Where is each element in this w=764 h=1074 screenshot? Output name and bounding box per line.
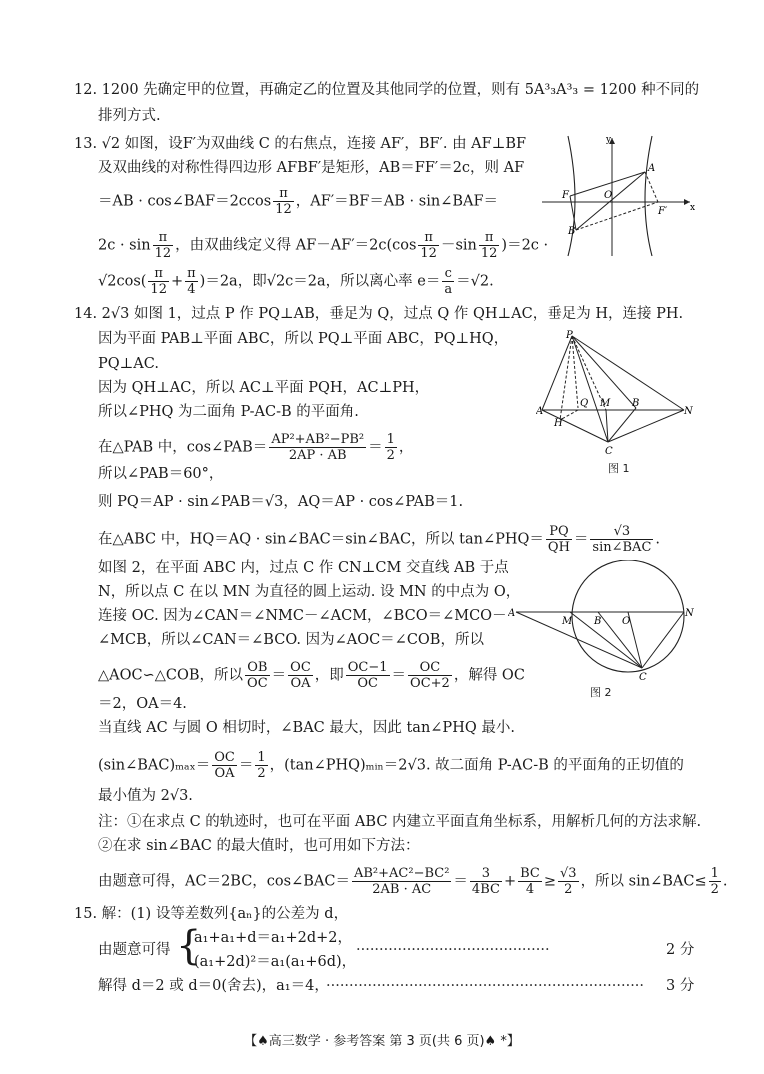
fig2-label-C: C — [639, 672, 647, 683]
q12-line-1: 12. 1200 先确定甲的位置，再确定乙的位置及其他同学的位置，则有 5A³₃A³₃ = 1200 种不同的 — [74, 82, 700, 98]
q15-line-3: 解得 d＝2 或 d＝0(舍去)，a₁＝4， — [98, 978, 329, 994]
q14-line-6: 在△PAB 中，cos∠PAB＝ $\frac{\text{AP²+AB²−PB²}}{2AP \cdot AB}$ ＝ $\frac{1}{2}$ ， — [98, 432, 414, 463]
fig1-label-Q: Q — [580, 398, 589, 409]
q13-line-3: ＝AB · cos∠BAF＝2ccos $\frac{\pi}{12}$ ，AF′＝BF＝AB · sin∠BAF＝ — [98, 186, 499, 217]
page-footer: 【♠高三数学 · 参考答案 第 3 页(共 6 页)♠ *】 — [244, 1034, 520, 1049]
q14-line-13: ∠MCB，所以∠CAN＝∠BCO. 因为∠AOC＝∠COB，所以 — [98, 632, 484, 648]
figure-1-caption: 图 1 — [608, 462, 630, 475]
q14-line-1: 14. 2√3 如图 1，过点 P 作 PQ⊥AB，垂足为 Q，过点 Q 作 QH⊥AC，垂足为 H，连接 PH. — [74, 306, 684, 322]
q12-line-2: 排列方式. — [98, 108, 161, 124]
q13-line-5: √2cos( $\frac{\pi}{12}$ + $\frac{\pi}{4}$ )＝2a，即√2c＝2a，所以离心率 e＝ $\frac{c}{a}$ ＝√2. — [98, 266, 494, 297]
hyperbola-label-x: x — [690, 203, 696, 213]
q14-line-19: 注：①在求点 C 的轨迹时，也可在平面 ABC 内建立平面直角坐标系，用解析几何的方法求解. — [98, 814, 702, 830]
hyperbola-label-B: B — [568, 226, 576, 237]
figure-1-pyramid — [536, 330, 700, 460]
hyperbola-label-y: y — [606, 135, 612, 145]
q14-line-16: 当直线 AC 与圆 O 相切时，∠BAC 最大，因此 tan∠PHQ 最小. — [98, 720, 515, 736]
fig1-label-N: N — [684, 406, 693, 417]
q14-line-17: (sin∠BAC)ₘₐₓ＝ $\frac{OC}{OA}$ ＝ $\frac{1}{2}$ ，(tan∠PHQ)ₘᵢₙ＝2√3. 故二面角 P-AC-B 的平面角的正切值的 — [98, 750, 684, 781]
fig1-label-P: P — [566, 330, 573, 341]
q14-line-8: 则 PQ＝AP · sin∠PAB＝√3，AQ＝AP · cos∠PAB＝1. — [98, 494, 464, 510]
q14-line-12: 连接 OC. 因为∠CAN＝∠NMC－∠ACM，∠BCO＝∠MCO－ — [98, 608, 507, 624]
q14-line-2: 因为平面 PAB⊥平面 ABC，所以 PQ⊥平面 ABC，PQ⊥HQ， — [98, 331, 509, 347]
hyperbola-label-O: O — [604, 190, 613, 201]
fig2-label-O: O — [622, 616, 631, 627]
fig1-label-C: C — [605, 446, 613, 457]
hyperbola-label-F-prime: F′ — [658, 206, 668, 217]
q15-dot-leader-1: ·········································· — [356, 942, 550, 958]
q15-score-1: 2 分 — [666, 942, 695, 958]
fig1-label-B: B — [632, 398, 640, 409]
fig1-label-M: M — [600, 398, 611, 409]
q15-dot-leader-2: ····································································· — [326, 978, 645, 994]
q14-line-5: 所以∠PHQ 为二面角 P-AC-B 的平面角. — [98, 404, 359, 420]
fig1-label-A: A — [536, 406, 544, 417]
q15-system-eq-1: a₁+a₁+d＝a₁+2d+2， — [194, 930, 352, 946]
q14-line-14: △AOC∽△COB，所以 $\frac{OB}{OC}$ ＝ $\frac{OC}{OA}$ ，即 $\frac{OC-1}{OC}$ ＝ $\frac{OC}{OC+2}$ ，解得 OC — [98, 660, 525, 691]
fig2-label-A: A — [508, 608, 516, 619]
q14-line-18: 最小值为 2√3. — [98, 788, 193, 804]
hyperbola-label-F: F — [562, 190, 569, 201]
fig2-label-B: B — [594, 616, 602, 627]
q14-line-9: 在△ABC 中，HQ＝AQ · sin∠BAC＝sin∠BAC，所以 tan∠PHQ＝ $\frac{PQ}{QH}$ ＝ $\frac{√3}{\text{sin∠BAC}}$ . — [98, 524, 660, 555]
figure-2-caption: 图 2 — [590, 686, 612, 699]
fig2-label-M: M — [562, 616, 573, 627]
hyperbola-figure — [540, 128, 700, 258]
figure-2-circle — [508, 560, 698, 690]
q14-line-7: 所以∠PAB＝60°， — [98, 466, 224, 482]
q15-line-1: 15. 解：(1) 设等差数列{aₙ}的公差为 d， — [74, 906, 349, 922]
q14-line-11: N，所以点 C 在以 MN 为直径的圆上运动. 设 MN 的中点为 O， — [98, 584, 521, 600]
q13-line-1: 13. √2 如图，设F′为双曲线 C 的右焦点，连接 AF′，BF′. 由 AF⊥BF — [74, 136, 527, 152]
q14-line-3: PQ⊥AC. — [98, 356, 159, 372]
q14-line-21: 由题意可得，AC＝2BC，cos∠BAC＝ $\frac{\text{AB²+AC²−BC²}}{2AB \cdot AC}$ ＝ $\frac{3}{4BC}$ + $\frac{BC}{4}$ ≥ $\frac{√3}{2}$ ，所以 sin∠BAC≤ $\frac{1}{2}$ . — [98, 866, 728, 897]
q15-system-brace: { — [176, 923, 202, 969]
q14-line-10: 如图 2，在平面 ABC 内，过点 C 作 CN⊥CM 交直线 AB 于点 — [98, 560, 509, 576]
hyperbola-label-A: A — [648, 163, 656, 174]
q15-score-2: 3 分 — [666, 978, 695, 994]
q14-line-4: 因为 QH⊥AC，所以 AC⊥平面 PQH，AC⊥PH， — [98, 380, 430, 396]
q13-line-4: 2c · sin $\frac{\pi}{12}$ ，由双曲线定义得 AF－AF′＝2c(cos $\frac{\pi}{12}$ －sin $\frac{\pi}{12}$ )＝2c · — [98, 230, 549, 261]
q15-system-eq-2: (a₁+2d)²＝a₁(a₁+6d)， — [194, 954, 357, 970]
q13-line-2: 及双曲线的对称性得四边形 AFBF′是矩形，AB＝FF′＝2c，则 AF — [98, 160, 525, 176]
q14-line-15: ＝2，OA＝4. — [98, 696, 187, 712]
q14-line-20: ②在求 sin∠BAC 的最大值时，也可用如下方法： — [98, 838, 420, 854]
fig2-label-N: N — [685, 608, 694, 619]
fig1-label-H: H — [554, 418, 563, 429]
q15-line-2-label: 由题意可得 — [98, 942, 171, 958]
